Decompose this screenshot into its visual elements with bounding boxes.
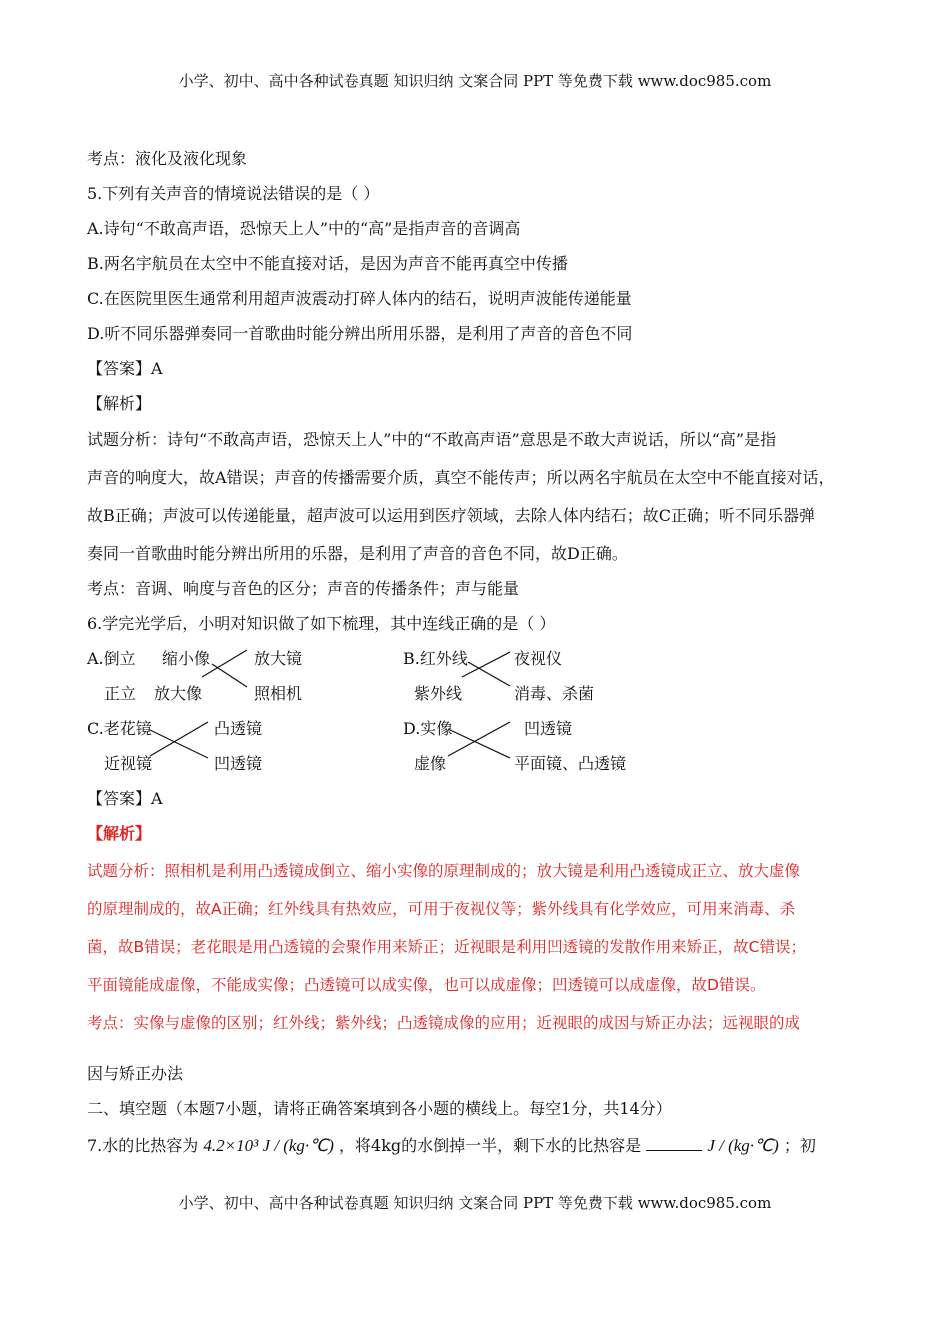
q6-analysis-heading: 【解析】 bbox=[87, 824, 152, 843]
q6-analysis-line-2: 的原理制成的，故A正确；红外线具有热效应，可用于夜视仪等；紫外线具有化学效应，可用来消毒、杀 bbox=[87, 900, 796, 918]
q6-a-mid-1: 缩小像 bbox=[162, 649, 211, 668]
q6-c-right-2: 凹透镜 bbox=[214, 754, 263, 773]
q6-d-line-2 bbox=[448, 729, 510, 758]
q6-a-mid-2: 放大像 bbox=[154, 684, 203, 703]
q7-prefix: 7.水的比热容为 bbox=[87, 1136, 199, 1155]
page-header: 小学、初中、高中各种试卷真题 知识归纳 文案合同 PPT 等免费下载 www.doc985.com bbox=[178, 72, 772, 90]
q6-b-line-1 bbox=[462, 652, 510, 677]
q5-analysis-line-1: 试题分析：诗句“不敢高声语，恐惊天上人”中的“不敢高声语”意思是不敢大声说话，所以“高”是指 bbox=[87, 430, 777, 449]
q6-a-right-1: 放大镜 bbox=[254, 649, 303, 668]
q5-analysis-line-2: 声音的响度大，故A错误；声音的传播需要介质，真空不能传声；所以两名宇航员在太空中不能直接对话， bbox=[87, 468, 835, 487]
q6-analysis-line-4: 平面镜能成虚像，不能成实像；凸透镜可以成实像，也可以成虚像；凹透镜可以成虚像，故D错误。 bbox=[87, 976, 766, 994]
q6-a-line-2 bbox=[212, 664, 247, 687]
q6-a-left-2: 正立 bbox=[104, 684, 137, 703]
q6-a-left-1: A.倒立 bbox=[87, 649, 136, 668]
q6-c-line-1 bbox=[150, 722, 208, 756]
q6-answer: 【答案】A bbox=[87, 789, 163, 808]
q6-kaodian-line-2: 因与矫正办法 bbox=[87, 1064, 184, 1083]
q7-end: ；初 bbox=[783, 1136, 816, 1155]
q6-b-left-2: 紫外线 bbox=[414, 684, 463, 703]
q5-option-b: B.两名宇航员在太空中不能直接对话，是因为声音不能再真空中传播 bbox=[87, 254, 568, 273]
question-5: 5.下列有关声音的情境说法错误的是（ ） bbox=[87, 184, 380, 203]
q6-analysis-line-1: 试题分析：照相机是利用凸透镜成倒立、缩小实像的原理制成的；放大镜是利用凸透镜成正立、放大虚像 bbox=[87, 862, 801, 880]
kaodian-previous: 考点：液化及液化现象 bbox=[87, 149, 248, 168]
q7-answer-blank[interactable] bbox=[646, 1136, 702, 1151]
q6-b-right-1: 夜视仪 bbox=[514, 649, 563, 668]
q6-d-right-1: 凹透镜 bbox=[524, 719, 573, 738]
q6-a-line-1 bbox=[202, 650, 247, 677]
q6-c-left-2: 近视镜 bbox=[104, 754, 153, 773]
q5-answer: 【答案】A bbox=[87, 359, 163, 378]
q5-analysis-line-4: 奏同一首歌曲时能分辨出所用的乐器，是利用了声音的音色不同，故D正确。 bbox=[87, 544, 628, 563]
q5-option-c: C.在医院里医生通常利用超声波震动打碎人体内的结石，说明声波能传递能量 bbox=[87, 289, 632, 308]
q7-middle: ，将4kg的水倒掉一半，剩下水的比热容是 bbox=[339, 1136, 642, 1155]
q6-d-right-2: 平面镜、凸透镜 bbox=[514, 754, 627, 773]
q6-a-right-2: 照相机 bbox=[254, 684, 303, 703]
q6-analysis-line-3: 菌，故B错误；老花眼是用凸透镜的会聚作用来矫正；近视眼是利用凹透镜的发散作用来矫正，故C错误； bbox=[87, 938, 806, 956]
q5-analysis-line-3: 故B正确；声波可以传递能量，超声波可以运用到医疗领域，去除人体内结石；故C正确；听不同乐器弹 bbox=[87, 506, 816, 525]
q6-d-left-1: D.实像 bbox=[403, 719, 453, 738]
page-footer: 小学、初中、高中各种试卷真题 知识归纳 文案合同 PPT 等免费下载 www.doc985.com bbox=[178, 1194, 772, 1212]
section-2-heading: 二、填空题（本题7小题，请将正确答案填到各小题的横线上。每空1分，共14分） bbox=[87, 1099, 672, 1118]
q6-b-right-2: 消毒、杀菌 bbox=[514, 684, 595, 703]
q6-b-left-1: B.红外线 bbox=[403, 649, 468, 668]
q5-option-d: D.听不同乐器弹奏同一首歌曲时能分辨出所用乐器，是利用了声音的音色不同 bbox=[87, 324, 633, 343]
q5-kaodian: 考点：音调、响度与音色的区分；声音的传播条件；声与能量 bbox=[87, 579, 520, 598]
q6-b-line-2 bbox=[468, 662, 510, 686]
q6-c-right-1: 凸透镜 bbox=[214, 719, 263, 738]
question-6: 6.学完光学后，小明对知识做了如下梳理，其中连线正确的是（ ） bbox=[87, 614, 556, 633]
q5-option-a: A.诗句“不敢高声语，恐惊天上人”中的“高”是指声音的音调高 bbox=[87, 219, 521, 238]
q7-unit: J / (kg·℃) bbox=[707, 1136, 779, 1155]
q6-d-line-1 bbox=[448, 722, 510, 756]
question-7 bbox=[87, 1133, 816, 1156]
q5-analysis-heading: 【解析】 bbox=[87, 394, 152, 413]
q7-formula: 4.2×10³ J / (kg·℃) bbox=[203, 1136, 334, 1155]
q6-c-line-2 bbox=[150, 730, 208, 758]
q6-kaodian-line-1: 考点：实像与虚像的区别；红外线；紫外线；凸透镜成像的应用；近视眼的成因与矫正办法；远视眼的成 bbox=[87, 1014, 801, 1032]
q6-d-left-2: 虚像 bbox=[414, 754, 447, 773]
q6-c-left-1: C.老花镜 bbox=[87, 719, 152, 738]
